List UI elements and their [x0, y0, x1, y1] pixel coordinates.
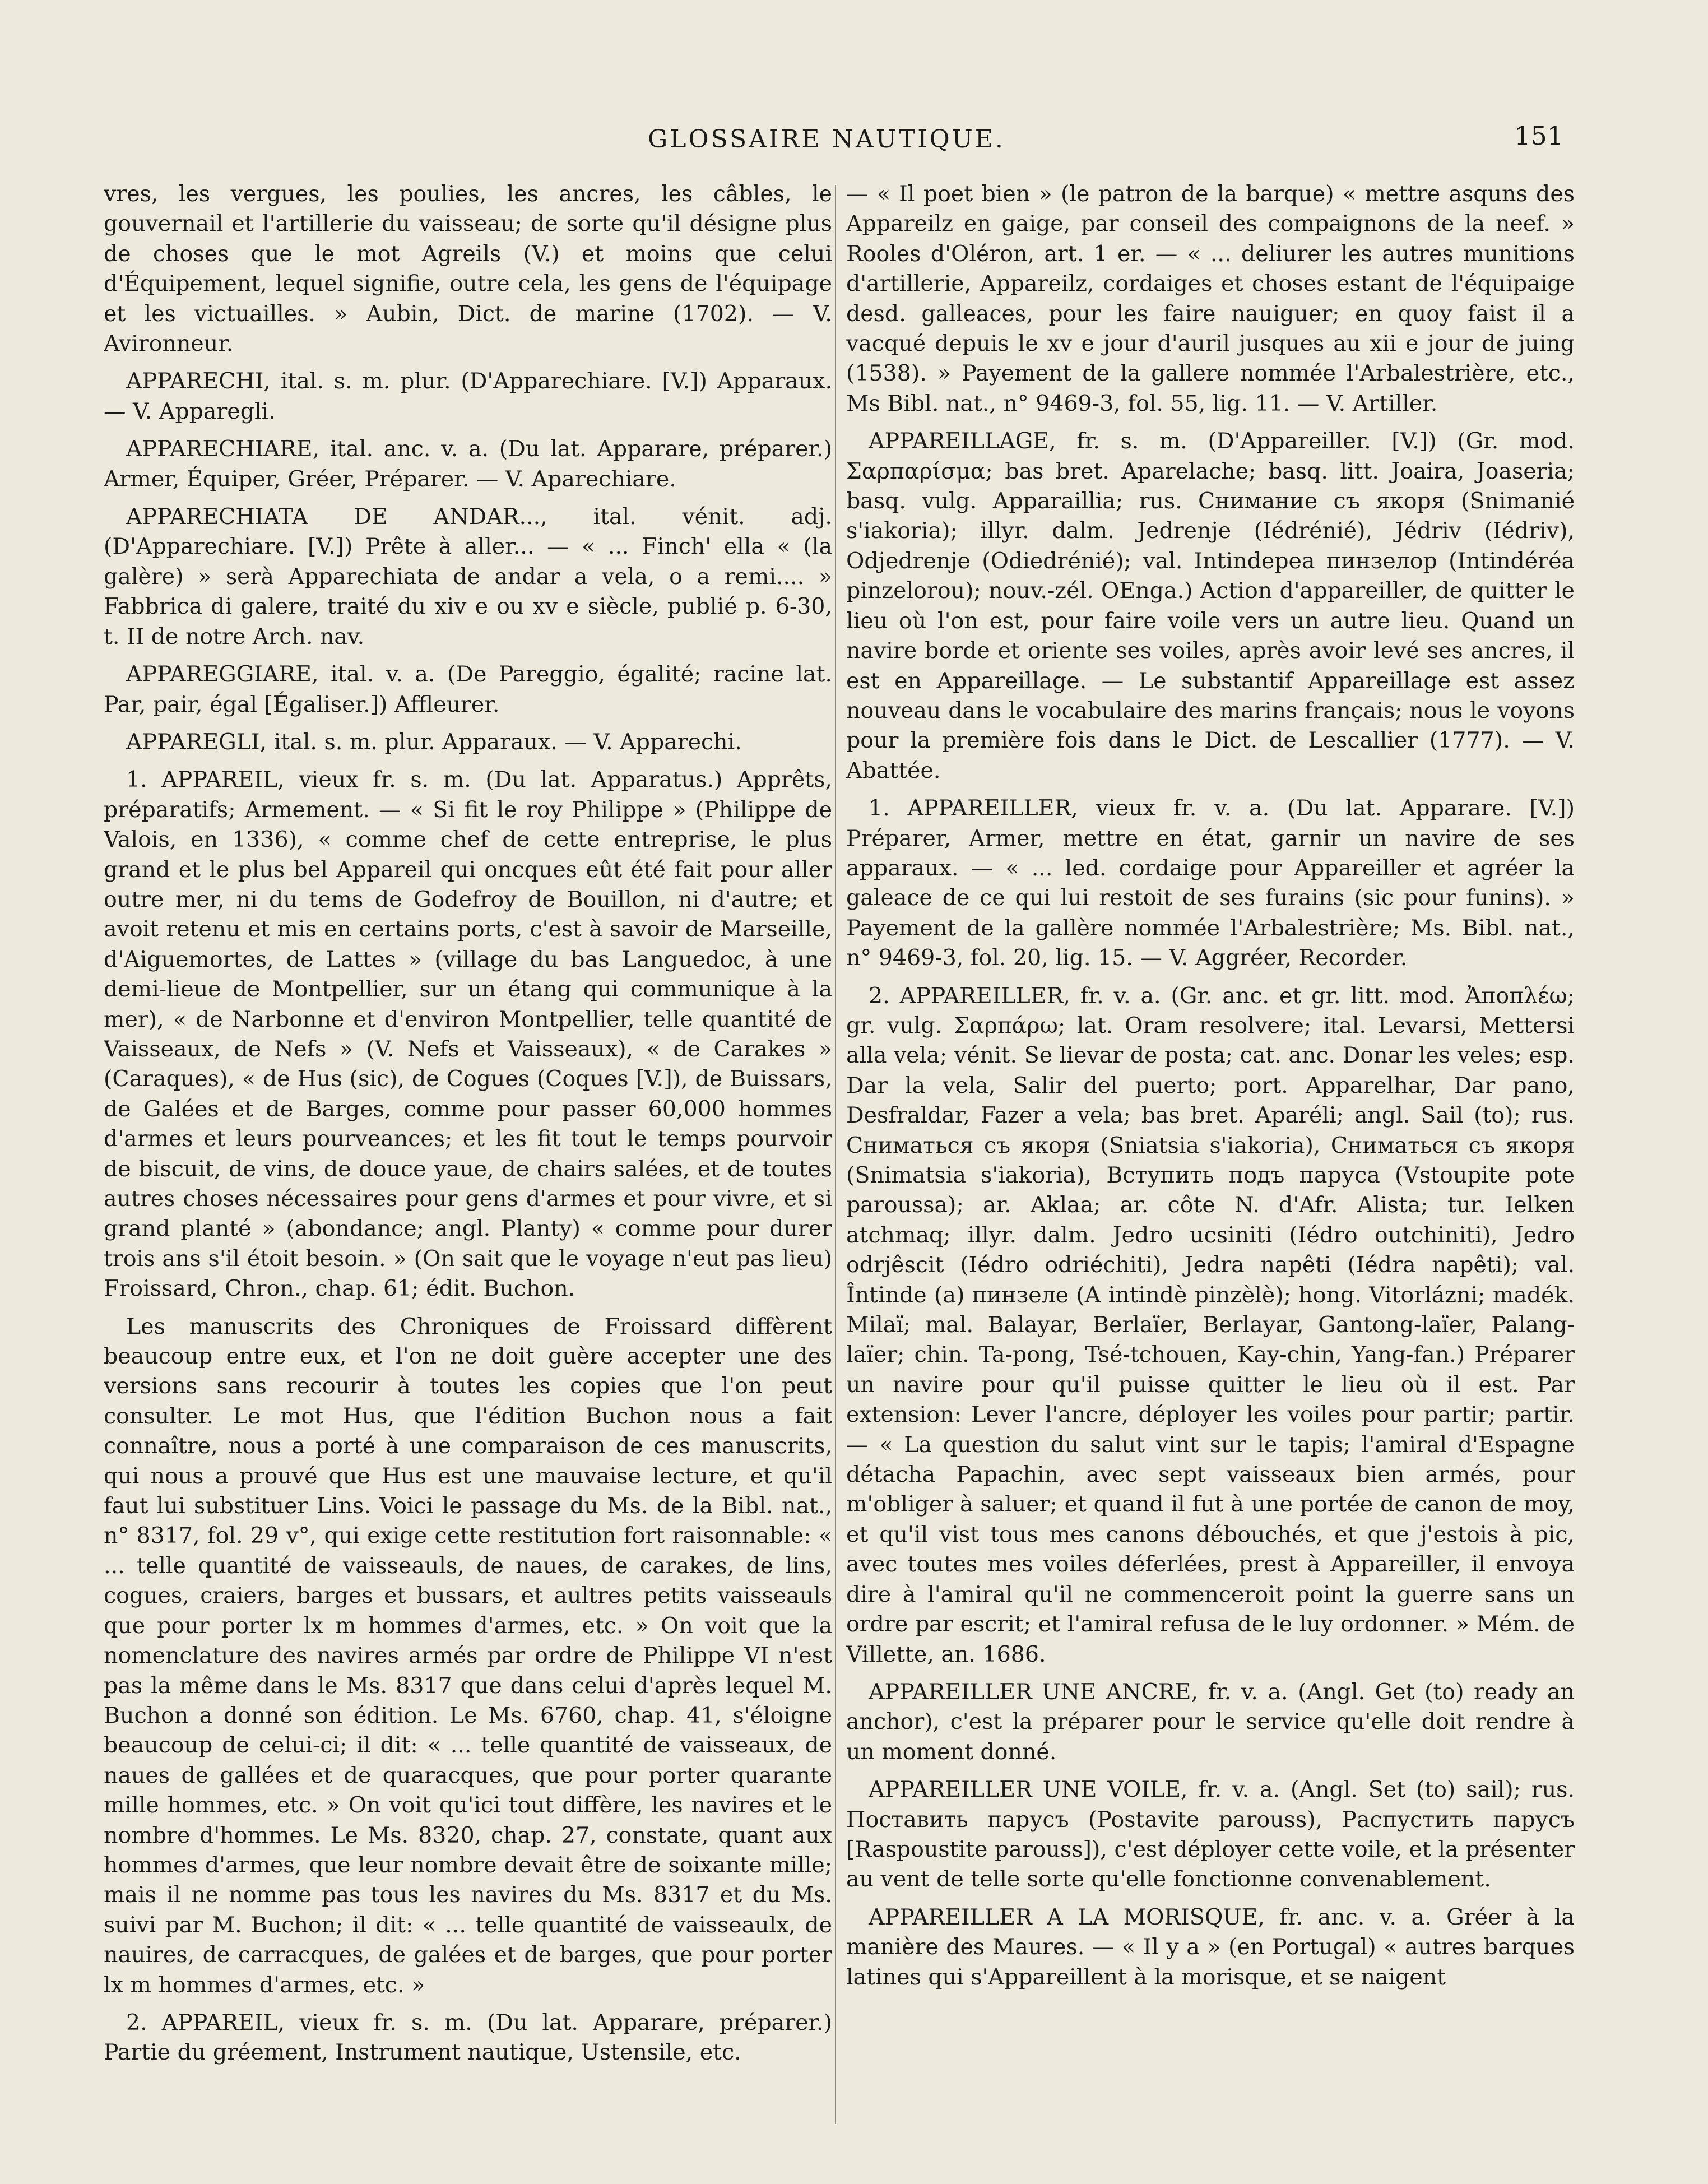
right-column: [846, 179, 1575, 2124]
entry-appareiller-une-voile: APPAREILLER UNE VOILE, fr. v. a. (Angl. Set (to) sail); rus. Поставить парусъ (Postavite parouss), Распустить парусъ [Raspoustite parouss]), c'est déployer cette voile, et la présenter au vent de telle sorte qu'elle fonctionne convenablement.: [846, 1777, 1575, 1893]
entry-apparechiare: APPARECHIARE, ital. anc. v. a. (Du lat. Apparare, préparer.) Armer, Équiper, Gréer, Préparer. — V. Aparechiare.: [104, 436, 832, 492]
entry-paragraph: vres, les vergues, les poulies, les ancres, les câbles, le gouvernail et l'artillerie du vaisseau; de sorte qu'il désigne plus de choses que le mot Agreils (V.) et moins que celui d'Équipement, lequel signifie, outre cela, les gens de l'équipage et les victuailles. » Aubin, Dict. de marine (1702). — V. Avironneur.: [104, 181, 832, 357]
entry-appareiller-une-ancre: APPAREILLER UNE ANCRE, fr. v. a. (Angl. Get (to) ready an anchor), c'est la préparer pour le service qu'elle doit rendre à un moment donné.: [846, 1678, 1575, 1765]
entry-appareiller-a-la-morisque: APPAREILLER A LA MORISQUE, fr. anc. v. a. Gréer à la manière des Maures. — « Il y a » (en Portugal) « autres barques latines qui s'Appareillent à la morisque, et se naigent: [846, 1904, 1575, 1990]
column-divider: [835, 185, 836, 2124]
entry-appareiller-2: 2. APPAREILLER, fr. v. a. (Gr. anc. et gr. litt. mod. Ἀποπλέω; gr. vulg. Σαρπάρω; lat. Oram resolvere; ital. Levarsi, Mettersi alla vela; vénit. Se lievar de posta; cat. anc. Donar les veles; esp. Dar la vela, Salir del puerto; port. Apparelhar, Dar pano, Desfraldar, Fazer a vela; bas bret. Aparéli; angl. Sail (to); rus. Сниматься съ якоря (Sniatsia s'iakoria), Сниматься съ якоря (Snimatsia s'iakoria), Вступить подъ паруса (Vstoupite pote paroussa); ar. Aklaa; ar. côte N. d'Afr. Alista; tur. Ielken atchmaq; illyr. dalm. Jedro ucsiniti (Iédro outchiniti), Jedro odrjêscit (Iédro odriéchiti), Jedra napêti (Iédra napêti); val. Întinde (a) пинзеле (A intindè pinzèlè); hong. Vitorlázni; madék. Milaï; mal. Balayar, Berlaïer, Berlayar, Gantong-laïer, Palang-laïer; chin. Ta-pong, Tsé-tchouen, Kay-chin, Yang-fan.) Préparer un navire pour qu'il puisse quitter le lieu où il est. Par extension: Lever l'ancre, déployer les voiles pour partir; partir. — « La question du salut vint sur le tapis; l'amiral d'Espagne détacha Papachin, avec sept vaisseaux bien armés, pour m'obliger à saluer; et quand il fut à une portée de canon de moy, et qu'il vist tous mes canons débouchés, et que j'estois à pic, avec toutes mes voiles déferlées, prest à Appareiller, il envoya dire à l'amiral qu'il ne commenceroit point la guerre sans un ordre par escrit; et l'amiral refusa de le luy ordonner. » Mém. de Villette, an. 1686.: [846, 982, 1575, 1667]
entry-apparechiata-de-andar: APPARECHIATA DE ANDAR..., ital. vénit. adj. (D'Apparechiare. [V.]) Prête à aller... — « ... Finch' ella « (la galère) » serà Apparechiata de andar a vela, o a remi.... » Fabbrica di galere, traité du xiv e ou xv e siècle, publié p. 6-30, t. II de notre Arch. nav.: [104, 504, 832, 650]
entry-apparechi: APPARECHI, ital. s. m. plur. (D'Apparechiare. [V.]) Apparaux. — V. Apparegli.: [104, 368, 832, 424]
page-number: 151: [1514, 120, 1563, 151]
left-column: [104, 179, 832, 2124]
entry-appareillage: APPAREILLAGE, fr. s. m. (D'Appareiller. [V.]) (Gr. mod. Σαρπαρίσμα; bas bret. Aparelache; basq. litt. Joaira, Joaseria; basq. vulg. Apparaillia; rus. Снимание съ якоря (Snimanié s'iakoria); illyr. dalm. Jedrenje (Iédrénié), Jédriv (Iédriv), Odjedrenje (Odiedrénié); val. Intindepea пинзелор (Intindéréa pinzelorou); nouv.-zél. OEnga.) Action d'appareiller, de quitter le lieu où l'on est, pour faire voile vers un autre lieu. Quand un navire borde et oriente ses voiles, après avoir levé ses ancres, il est en Appareillage. — Le substantif Appareillage est assez nouveau dans le vocabulaire des marins français; nous le voyons pour la première fois dans le Dict. de Lescallier (1777). — V. Abattée.: [846, 428, 1575, 783]
running-title: GLOSSAIRE NAUTIQUE.: [648, 125, 1005, 154]
page-header: [90, 115, 1563, 160]
entry-appareil-1: 1. APPAREIL, vieux fr. s. m. (Du lat. Apparatus.) Apprêts, préparatifs; Armement. — « Si fit le roy Philippe » (Philippe de Valois, en 1336), « comme chef de cette entreprise, le plus grand et le plus bel Appareil qui oncques eût été fait pour aller outre mer, ni du tems de Godefroy de Bouillon, ni d'autre; et avoit retenu et mis en certains ports, c'est à savoir de Marseille, d'Aiguemortes, de Lattes » (village du bas Languedoc, à une demi-lieue de Montpellier, sur un étang qui communique à la mer), « de Narbonne et d'environ Montpellier, telle quantité de Vaisseaux, de Nefs » (V. Nefs et Vaisseaux), « de Carakes » (Caraques), « de Hus (sic), de Cogues (Coques [V.]), de Buissars, de Galées et de Barges, comme pour passer 60,000 hommes d'armes et leurs pourveances; et les fit tout le temps pourvoir de biscuit, de vins, de douce yaue, de chairs salées, et de toutes autres choses nécessaires pour gens d'armes et pour vivre, et si grand planté » (abondance; angl. Planty) « comme pour durer trois ans s'il étoit besoin. » (On sait que le voyage n'eut pas lieu) Froissard, Chron., chap. 61; édit. Buchon.: [104, 767, 832, 1302]
entry-appareggiare: APPAREGGIARE, ital. v. a. (De Pareggio, égalité; racine lat. Par, pair, égal [Égaliser.]) Affleurer.: [104, 661, 832, 717]
entry-paragraph: Les manuscrits des Chroniques de Froissard diffèrent beaucoup entre eux, et l'on ne doit guère accepter une des versions sans recourir à toutes les copies que l'on peut consulter. Le mot Hus, que l'édition Buchon nous a fait connaître, nous a porté à une comparaison de ces manuscrits, qui nous a prouvé que Hus est une mauvaise lecture, et qu'il faut lui substituer Lins. Voici le passage du Ms. de la Bibl. nat., n° 8317, fol. 29 v°, qui exige cette restitution fort raisonnable: « ... telle quantité de vaisseauls, de naues, de carakes, de lins, cogues, craiers, barges et bussars, et aultres petits vaisseauls que pour porter lx m hommes d'armes, etc. » On voit que la nomenclature des navires armés par ordre de Philippe VI n'est pas la même dans le Ms. 8317 que dans celui d'après lequel M. Buchon a donné son édition. Le Ms. 6760, chap. 41, s'éloigne beaucoup de celui-ci; il dit: « ... telle quantité de vaisseaux, de naues de gallées et de quaracques, que pour porter quarante mille hommes, etc. » On voit qu'ici tout diffère, les navires et le nombre d'hommes. Le Ms. 8320, chap. 27, constate, quant aux hommes d'armes, que leur nombre devait être de soixante mille; mais il ne nomme pas tous les navires du Ms. 8317 et du Ms. suivi par M. Buchon; il dit: « ... telle quantité de vaisseaulx, de nauires, de carracques, de galées et de barges, que pour porter lx m hommes d'armes, etc. »: [104, 1313, 832, 1998]
entry-appareil-2: 2. APPAREIL, vieux fr. s. m. (Du lat. Apparare, préparer.) Partie du gréement, Instrument nautique, Ustensile, etc.: [104, 2009, 832, 2066]
entry-appareiller-1: 1. APPAREILLER, vieux fr. v. a. (Du lat. Apparare. [V.]) Préparer, Armer, mettre en état, garnir un navire de ses apparaux. — « ... led. cordaige pour Appareiller et agréer la galeace de ce qui lui restoit de ses furains (sic pour funins). » Payement de la gallère nommée l'Arbalestrière; Ms. Bibl. nat., n° 9469-3, fol. 20, lig. 15. — V. Aggréer, Recorder.: [846, 795, 1575, 971]
entry-paragraph: — « Il poet bien » (le patron de la barque) « mettre asquns des Appareilz en gaige, par conseil des compaignons de la neef. » Rooles d'Oléron, art. 1 er. — « ... deliurer les autres munitions d'artillerie, Appareilz, cordaiges et choses estant de l'équipaige desd. galleaces, pour les faire nauiguer; en quoy faist il a vacqué depuis le xv e jour d'auril jusques au xii e jour de juing (1538). » Payement de la gallere nommée l'Arbalestrière, etc., Ms Bibl. nat., n° 9469-3, fol. 55, lig. 11. — V. Artiller.: [846, 181, 1575, 416]
entry-apparegli: APPAREGLI, ital. s. m. plur. Apparaux. — V. Apparechi.: [126, 729, 742, 755]
